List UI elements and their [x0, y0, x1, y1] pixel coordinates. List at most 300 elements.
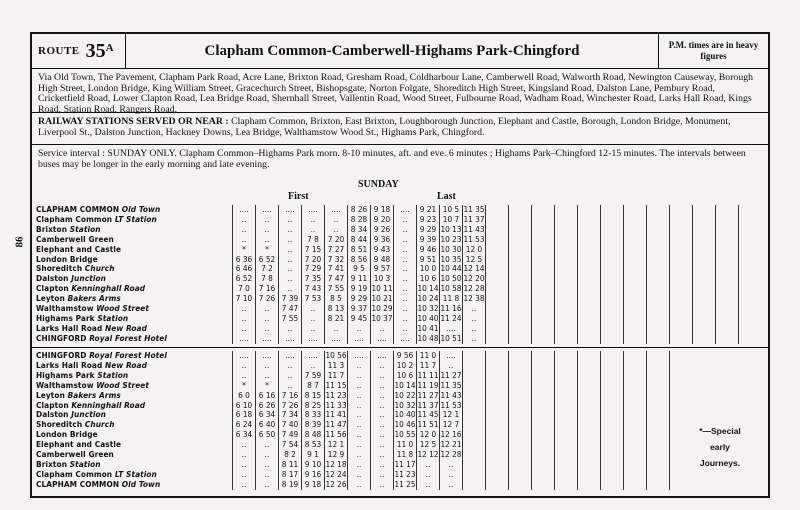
first-label: First: [288, 191, 309, 202]
stop-name: [36, 460, 233, 470]
time-cell: [624, 215, 647, 225]
time-cell: [555, 381, 578, 391]
time-cell: [463, 430, 486, 440]
special-journeys-note: [690, 423, 750, 471]
time-cell: 12 38: [463, 293, 485, 304]
time-cell: [509, 215, 532, 225]
stop-main: London Bridge: [36, 254, 98, 264]
time-cell: [463, 401, 486, 411]
timetable-row: [36, 480, 670, 490]
timetable-row: [36, 361, 670, 371]
time-cell: ..: [256, 225, 279, 235]
time-cell: 8 2: [279, 450, 302, 460]
time-cell: [555, 225, 578, 235]
time-cell: 9 26: [371, 225, 394, 235]
time-cell: ..: [302, 225, 325, 235]
via-route-text: Via Old Town, The Pavement, Clapham Park Road, Acre Lane, Brixton Road, Gresham Road, Coldharbour Lane, Camberwell Road, Walworth Road, Newington Causeway, Borough High Street, London Bridge, King William Street, Gracechurch Street, Bishopsgate, Norton Folgate, Shoreditch High Street, Kingsland Road, Dalston Lane, Pembury Road, Cricketfield Road, Lower Clapton Road, Lea Bridge Road, Shernhall Street, Vallentin Road, Wood Street, Fulbourne Road, Wadham Road, Winchester Road, Larks Hall Road, Kings Road, Station Road, Rangers Road.: [32, 69, 768, 113]
time-cell: ....: [279, 205, 302, 215]
time-cell: 7 20: [302, 255, 325, 265]
time-cell: ..: [256, 324, 279, 334]
time-cell: 9 23: [417, 215, 440, 225]
time-cell: [647, 334, 670, 344]
time-cell: [555, 324, 578, 334]
time-cell: ....: [371, 351, 394, 361]
stop-main: Dalston: [36, 410, 69, 420]
stop-name: [36, 205, 233, 215]
time-cell: [693, 334, 716, 344]
time-cell: [601, 351, 624, 361]
time-cell: 9 37: [348, 304, 371, 314]
time-cell: 9 10: [302, 460, 325, 470]
time-cell: [532, 284, 555, 294]
time-cell: [555, 205, 578, 215]
time-cell: ..: [394, 245, 417, 255]
service-interval: Service interval : SUNDAY ONLY. Clapham Common–Highams Park morn. 8-10 minutes, aft. and eve. 6 minutes ; Highams Park–Chingford 12-15 minutes. The intervals between buses may be longer in the early morning and late evening.: [38, 148, 746, 170]
stop-sub: New Road: [105, 323, 147, 333]
time-cell: [578, 381, 601, 391]
time-cell: ..: [256, 361, 279, 371]
time-cell: ..: [256, 480, 279, 490]
timetable-row: [36, 440, 670, 450]
time-cell: 11 27: [440, 369, 462, 380]
stop-name: [36, 215, 233, 225]
route-header: [32, 34, 768, 69]
time-cell: [670, 215, 693, 225]
time-cell: 11 43: [463, 223, 485, 234]
time-cell: ..: [233, 480, 256, 490]
time-cell: [693, 274, 716, 284]
time-cell: 12 1: [440, 410, 463, 420]
time-cell: [486, 334, 509, 344]
stop-name: [36, 255, 233, 265]
time-cell: [486, 205, 509, 215]
time-cell: 12 0: [463, 245, 486, 255]
time-cell: 7 41: [325, 264, 348, 274]
time-cell: ....: [233, 205, 256, 215]
time-cell: 8 51: [348, 245, 371, 255]
time-cell: 8 11: [279, 460, 302, 470]
time-cell: [601, 440, 624, 450]
railway-stations-title: RAILWAY STATIONS SERVED OR NEAR :: [38, 116, 229, 127]
time-cell: [624, 284, 647, 294]
time-cell: [578, 460, 601, 470]
time-cell: [532, 410, 555, 420]
time-cell: 12 16: [440, 429, 462, 440]
time-cell: 11 25: [394, 478, 416, 489]
time-cell: ....: [325, 205, 348, 215]
time-cell: [624, 391, 647, 401]
time-cell: 11 24: [440, 312, 462, 323]
time-cell: ....: [325, 334, 348, 344]
time-cell: [555, 351, 578, 361]
time-cell: [601, 371, 624, 381]
time-cell: ..: [256, 450, 279, 460]
time-cell: [532, 215, 555, 225]
time-cell: 7 26: [256, 294, 279, 304]
time-cell: 10 30: [440, 243, 462, 254]
time-cell: ..: [233, 314, 256, 324]
time-cell: [532, 430, 555, 440]
time-cell: ..: [325, 225, 348, 235]
time-cell: [601, 430, 624, 440]
time-cell: ..: [371, 480, 394, 490]
time-cell: 7 8: [302, 235, 325, 245]
time-cell: 10 6: [394, 371, 417, 381]
time-cell: [532, 205, 555, 215]
time-cell: ..: [371, 381, 394, 391]
time-cell: 8 28: [348, 215, 371, 225]
time-cell: [555, 304, 578, 314]
time-cell: ..: [463, 334, 486, 344]
time-cell: [601, 264, 624, 274]
time-cell: 10 29: [371, 303, 393, 314]
time-cell: [601, 450, 624, 460]
time-cell: 9 51: [417, 255, 440, 265]
time-cell: 11 27: [417, 389, 439, 400]
time-cell: [578, 245, 601, 255]
stop-sub: Church: [84, 420, 115, 430]
time-cell: [555, 470, 578, 480]
time-cell: ..: [279, 264, 302, 274]
time-cell: ....: [256, 351, 279, 361]
time-cell: [555, 314, 578, 324]
time-cell: ..: [348, 480, 371, 490]
stop-sub: Old Town: [121, 479, 161, 489]
time-cell: [624, 225, 647, 235]
stop-main: Camberwell Green: [36, 450, 114, 460]
time-cell: [693, 324, 716, 334]
time-cell: [486, 430, 509, 440]
time-cell: [578, 410, 601, 420]
time-cell: ..: [279, 284, 302, 294]
time-cell: 8 33: [302, 410, 325, 420]
time-cell: 10 40: [417, 312, 439, 323]
time-cell: 8 7: [302, 381, 325, 391]
time-cell: 10 40: [394, 409, 416, 420]
time-cell: [647, 255, 670, 265]
time-cell: ..: [463, 314, 486, 324]
time-cell: ..: [440, 460, 463, 470]
time-cell: 10 13: [440, 223, 462, 234]
time-cell: [601, 324, 624, 334]
time-cell: 10 14: [417, 283, 439, 294]
time-cell: 10 37: [371, 312, 393, 323]
time-cell: [532, 264, 555, 274]
railway-stations-list: Clapham Common, Brixton, East Brixton, Loughborough Junction, Elephant and Castle, Borough, London Bridge, Monument, Liverpool St., Dalston Junction, Hackney Downs, Lea Bridge, Walthamstow Wood St., Highams Park, Chingford.: [38, 116, 731, 138]
time-cell: [670, 304, 693, 314]
time-cell: 7 20: [325, 235, 348, 245]
time-cell: *: [256, 381, 279, 391]
time-cell: [670, 225, 693, 235]
time-cell: [624, 371, 647, 381]
stop-name: [36, 304, 233, 314]
special-note-line: *—Special: [699, 426, 741, 436]
timetable-header: [32, 177, 768, 207]
time-cell: ..: [371, 460, 394, 470]
time-cell: [716, 284, 739, 294]
time-cell: [647, 324, 670, 334]
time-cell: 10 41: [417, 322, 439, 333]
time-cell: ..: [440, 480, 463, 490]
time-cell: [578, 440, 601, 450]
stop-main: Dalston: [36, 274, 69, 284]
time-cell: [486, 304, 509, 314]
timetable-row: [36, 401, 670, 411]
time-cell: [578, 420, 601, 430]
time-cell: 6 26: [256, 401, 279, 411]
time-cell: [532, 391, 555, 401]
time-cell: 6 0: [233, 391, 256, 401]
time-cell: ..: [348, 391, 371, 401]
time-cell: 12 24: [325, 468, 347, 479]
time-cell: 7 15: [302, 245, 325, 255]
time-cell: [532, 255, 555, 265]
time-cell: [624, 205, 647, 215]
time-cell: [532, 381, 555, 391]
time-cell: [601, 314, 624, 324]
time-cell: ..: [417, 460, 440, 470]
time-cell: [532, 225, 555, 235]
time-cell: [624, 334, 647, 344]
time-cell: [555, 450, 578, 460]
time-cell: ..: [279, 361, 302, 371]
time-cell: 7 53: [302, 294, 325, 304]
timetable-row: [36, 460, 670, 470]
stop-name: [36, 334, 233, 344]
time-cell: ....: [256, 334, 279, 344]
time-cell: 6 50: [256, 430, 279, 440]
stop-sub: Wood Street: [96, 304, 150, 314]
timetable-row: [36, 334, 739, 344]
time-cell: [555, 391, 578, 401]
time-cell: 9 29: [348, 294, 371, 304]
time-cell: [624, 351, 647, 361]
time-cell: [693, 255, 716, 265]
time-cell: [509, 304, 532, 314]
time-cell: [532, 440, 555, 450]
time-cell: [601, 470, 624, 480]
time-cell: ..: [394, 274, 417, 284]
time-cell: [555, 480, 578, 490]
time-cell: ..: [279, 324, 302, 334]
time-cell: [555, 410, 578, 420]
time-cell: [647, 460, 670, 470]
time-cell: [486, 225, 509, 235]
time-cell: [555, 284, 578, 294]
time-cell: ..: [256, 470, 279, 480]
time-cell: 7 0: [233, 284, 256, 294]
time-cell: 11 15: [325, 379, 347, 390]
time-cell: ..: [348, 420, 371, 430]
timetable-row: [36, 450, 670, 460]
stop-main: Elephant and Castle: [36, 244, 122, 254]
time-cell: [716, 274, 739, 284]
time-cell: 11 33: [325, 399, 347, 410]
time-cell: [647, 351, 670, 361]
time-cell: [624, 430, 647, 440]
time-cell: [555, 215, 578, 225]
timetable-row: [36, 410, 670, 420]
time-cell: ....: [348, 351, 371, 361]
time-cell: ..: [371, 401, 394, 411]
time-cell: [647, 264, 670, 274]
time-cell: 10 55: [394, 429, 416, 440]
time-cell: [532, 450, 555, 460]
stop-sub: Station: [97, 313, 129, 323]
time-cell: 8 13: [325, 304, 348, 314]
time-cell: [509, 470, 532, 480]
time-cell: 12 0: [417, 430, 440, 440]
stop-sub: Old Town: [121, 205, 161, 214]
time-cell: ..: [394, 235, 417, 245]
time-cell: ..: [394, 324, 417, 334]
stop-name: [36, 225, 233, 235]
stop-name: [36, 324, 233, 334]
time-cell: 8 48: [302, 430, 325, 440]
timetable-card: [30, 32, 770, 498]
stop-main: Shoreditch: [36, 420, 83, 430]
time-cell: ..: [394, 255, 417, 265]
stop-name: [36, 450, 233, 460]
time-cell: 7 27: [325, 245, 348, 255]
stop-name: [36, 314, 233, 324]
stop-name: [36, 480, 233, 490]
time-cell: 9 20: [371, 215, 394, 225]
time-cell: ..: [256, 235, 279, 245]
time-cell: [509, 401, 532, 411]
time-cell: 8 39: [302, 420, 325, 430]
time-cell: 11 8: [440, 294, 463, 304]
time-cell: [647, 274, 670, 284]
time-cell: [578, 284, 601, 294]
time-cell: [624, 410, 647, 420]
time-cell: [647, 304, 670, 314]
time-cell: [624, 401, 647, 411]
time-cell: [486, 480, 509, 490]
time-cell: [532, 420, 555, 430]
time-cell: [578, 255, 601, 265]
time-cell: [624, 470, 647, 480]
stop-sub: Bakers Arms: [67, 294, 121, 304]
time-cell: 10 14: [394, 379, 416, 390]
time-cell: [670, 205, 693, 215]
southbound-table: [36, 351, 670, 490]
time-cell: [647, 235, 670, 245]
time-cell: [578, 470, 601, 480]
time-cell: [486, 470, 509, 480]
time-cell: 8 53: [302, 440, 325, 450]
time-cell: 11 0: [417, 351, 440, 361]
stop-main: Clapton: [36, 284, 69, 294]
time-cell: 7 47: [325, 274, 348, 284]
time-cell: [555, 294, 578, 304]
time-cell: [647, 314, 670, 324]
time-cell: [486, 440, 509, 450]
time-cell: ..: [348, 381, 371, 391]
time-cell: ....: [279, 351, 302, 361]
time-cell: [624, 235, 647, 245]
time-cell: 7 26: [279, 401, 302, 411]
time-cell: ..: [233, 324, 256, 334]
time-cell: [555, 420, 578, 430]
stop-main: Leyton: [36, 294, 65, 304]
time-cell: 7 49: [279, 430, 302, 440]
time-cell: [532, 235, 555, 245]
time-cell: [578, 215, 601, 225]
stop-name: [36, 420, 233, 430]
time-cell: 10 46: [394, 419, 416, 430]
time-cell: ....: [233, 334, 256, 344]
time-cell: 11 35: [440, 379, 462, 390]
time-cell: [693, 304, 716, 314]
stop-sub: Bakers Arms: [67, 390, 121, 400]
time-cell: [578, 361, 601, 371]
time-cell: ..: [233, 215, 256, 225]
stop-name: [36, 440, 233, 450]
time-cell: [601, 381, 624, 391]
time-cell: [716, 235, 739, 245]
time-cell: [670, 324, 693, 334]
time-cell: 11 35: [463, 204, 485, 214]
time-cell: [486, 264, 509, 274]
time-cell: [670, 235, 693, 245]
pm-note: P.M. times are in heavy figures: [658, 34, 768, 68]
time-cell: [647, 215, 670, 225]
time-cell: [624, 294, 647, 304]
time-cell: 6 52: [256, 255, 279, 265]
stop-main: Walthamstow: [36, 304, 94, 314]
time-cell: [486, 401, 509, 411]
time-cell: 7 2: [256, 264, 279, 274]
time-cell: [509, 334, 532, 344]
time-cell: [578, 324, 601, 334]
time-cell: ..: [302, 314, 325, 324]
stop-main: CLAPHAM COMMON: [36, 479, 120, 489]
time-cell: 11 47: [325, 419, 347, 430]
time-cell: [486, 460, 509, 470]
time-cell: ..: [279, 255, 302, 265]
time-cell: [555, 401, 578, 411]
time-cell: [716, 294, 739, 304]
stop-main: Clapham Common: [36, 469, 113, 479]
stop-name: [36, 361, 233, 371]
time-cell: 7 34: [279, 410, 302, 420]
time-cell: [578, 264, 601, 274]
time-cell: [693, 205, 716, 215]
timetable-row: [36, 420, 670, 430]
time-cell: ..: [302, 215, 325, 225]
time-cell: [647, 361, 670, 371]
time-cell: 7 16: [256, 284, 279, 294]
time-cell: 10 2: [394, 361, 417, 371]
time-cell: [693, 235, 716, 245]
time-cell: ..: [233, 470, 256, 480]
time-cell: ..: [440, 470, 463, 480]
time-cell: ..: [371, 410, 394, 420]
time-cell: 7 43: [302, 284, 325, 294]
time-cell: [624, 361, 647, 371]
stop-sub: Station: [97, 370, 129, 380]
time-cell: 11 53: [463, 233, 485, 244]
timetable: [32, 177, 768, 498]
time-cell: 12 5: [417, 440, 440, 450]
time-cell: [509, 314, 532, 324]
time-cell: [555, 334, 578, 344]
time-cell: ..: [256, 460, 279, 470]
time-cell: [647, 430, 670, 440]
stop-sub: Royal Forest Hotel: [89, 333, 167, 343]
time-cell: [693, 215, 716, 225]
